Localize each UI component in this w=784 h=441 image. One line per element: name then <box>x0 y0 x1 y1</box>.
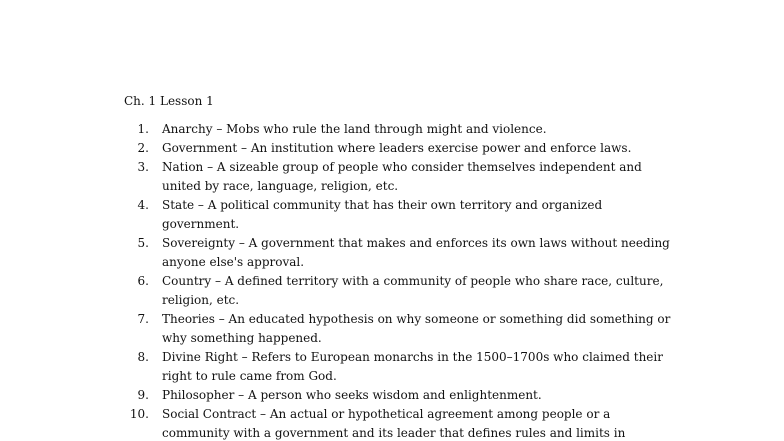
list-item-text: Government – An institution where leaders exercise power and enforce laws. <box>162 141 632 155</box>
list-item-number: 7. <box>137 312 149 326</box>
list-item <box>124 139 684 158</box>
list-item-text: Social Contract – An actual or hypothetical agreement among people or a community with a government and its leader that defines rules and limits in <box>162 407 626 440</box>
list-item <box>124 196 684 234</box>
list-item <box>124 272 684 310</box>
list-item <box>124 386 684 405</box>
list-item <box>124 158 684 196</box>
list-item <box>124 120 684 139</box>
list-item-number: 3. <box>137 160 149 174</box>
list-item-text: Nation – A sizeable group of people who consider themselves independent and united by race, language, religion, etc. <box>162 160 642 193</box>
list-item-number: 4. <box>137 198 149 212</box>
list-item-number: 8. <box>137 350 149 364</box>
list-item <box>124 348 684 386</box>
list-item-number: 1. <box>137 122 149 136</box>
list-item <box>124 234 684 272</box>
list-item-number: 5. <box>137 236 149 250</box>
list-item-text: Country – A defined territory with a community of people who share race, culture, religion, etc. <box>162 274 664 307</box>
list-item <box>124 310 684 348</box>
list-item-text: Sovereignty – A government that makes and enforces its own laws without needing anyone else's approval. <box>162 236 670 269</box>
list-item-text: State – A political community that has their own territory and organized government. <box>162 198 603 231</box>
list-item <box>124 405 684 441</box>
list-item-text: Theories – An educated hypothesis on why someone or something did something or why something happened. <box>162 312 671 345</box>
list-item-number: 2. <box>137 141 149 155</box>
list-item-text: Anarchy – Mobs who rule the land through might and violence. <box>162 122 547 136</box>
vocabulary-list <box>124 120 684 441</box>
lesson-heading: Ch. 1 Lesson 1 <box>124 94 214 108</box>
list-item-number: 9. <box>137 388 149 402</box>
list-item-number: 6. <box>137 274 149 288</box>
list-item-text: Philosopher – A person who seeks wisdom and enlightenment. <box>162 388 542 402</box>
list-item-number: 10. <box>129 407 149 421</box>
list-item-text: Divine Right – Refers to European monarchs in the 1500–1700s who claimed their right to rule came from God. <box>162 350 663 383</box>
